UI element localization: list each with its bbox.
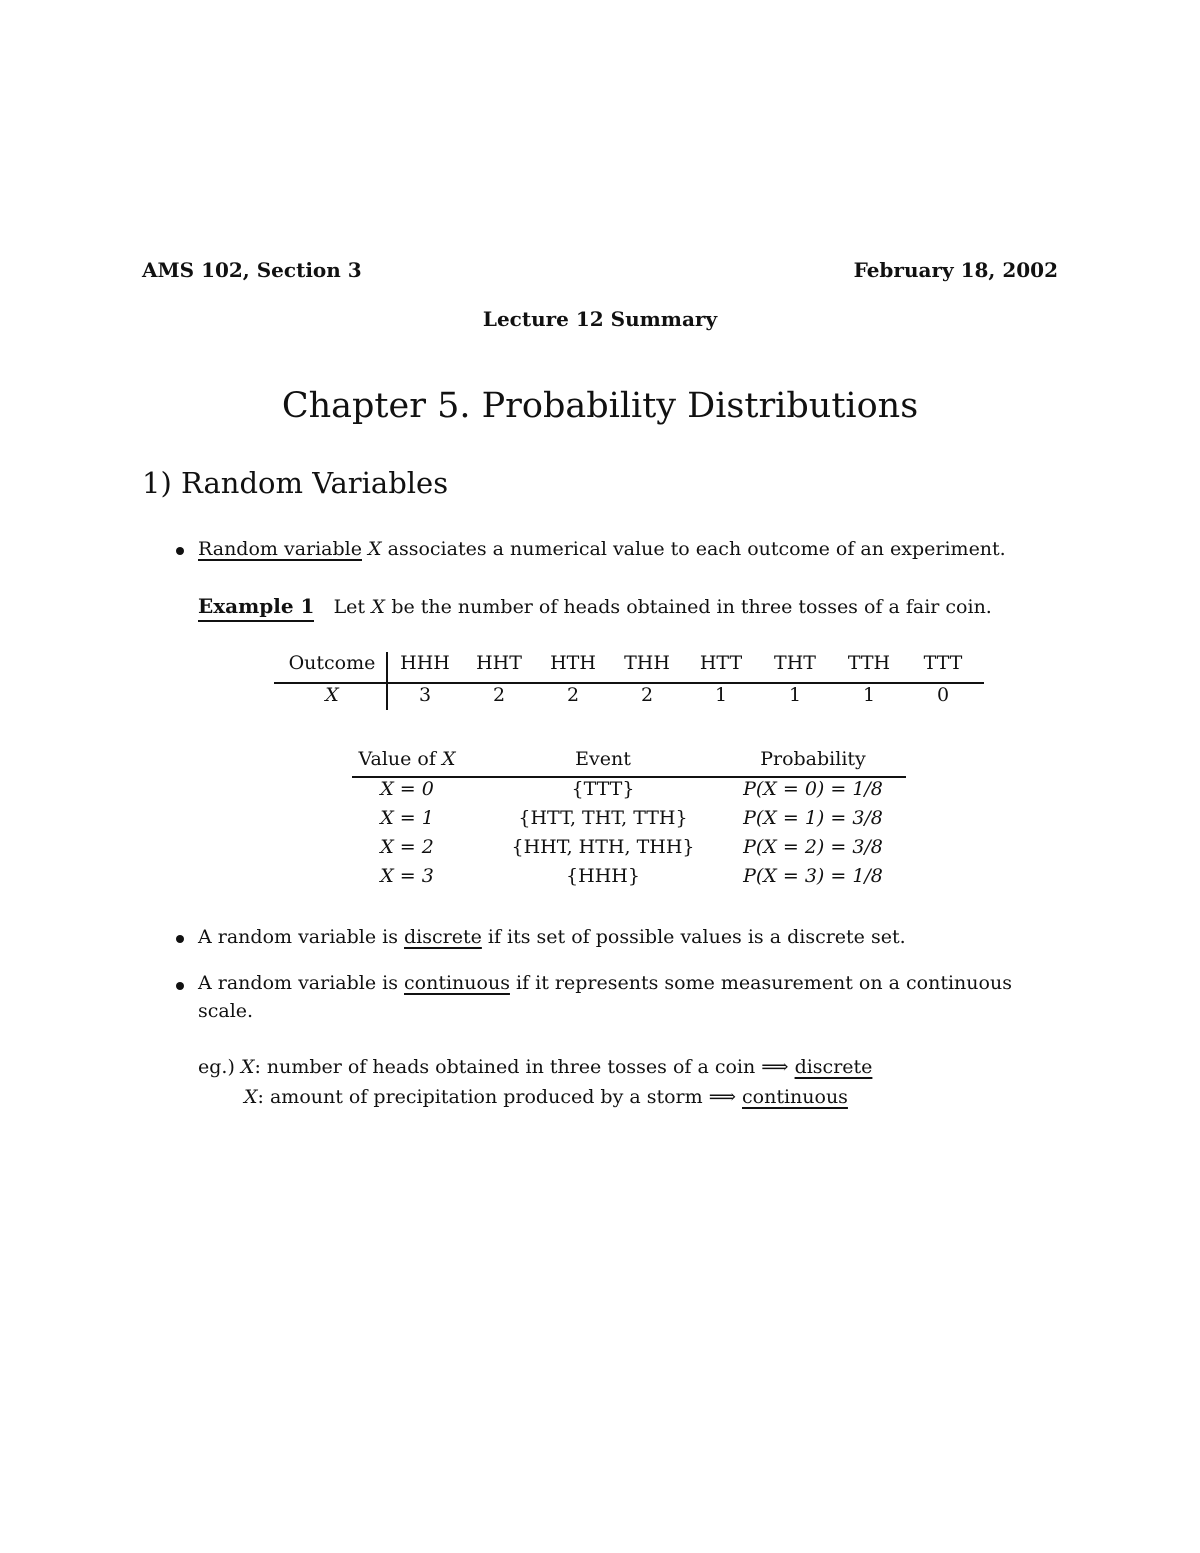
prob-value: X = 3 (380, 865, 434, 887)
prob-event: {TTT} (571, 778, 635, 800)
prob-value: X = 2 (380, 836, 434, 858)
value-cell: 2 (566, 684, 580, 706)
header-value-var: X (441, 748, 456, 770)
outcome-cell: HHH (400, 652, 450, 674)
header-event: Event (575, 748, 631, 770)
outcome-cell: TTT (923, 652, 963, 674)
prob-value: X = 0 (380, 778, 434, 800)
example-1 (198, 594, 992, 618)
bullet-text: A random variable is (198, 926, 398, 948)
outcome-cell: HTH (550, 652, 596, 674)
value-cell: 2 (492, 684, 506, 706)
example-text: be the number of heads obtained in three tosses of a fair coin. (391, 596, 992, 618)
outcome-cell: THH (624, 652, 670, 674)
prob-row (352, 807, 906, 835)
bullet-text: A random variable is (198, 972, 398, 994)
header-value-text: Value of (358, 748, 436, 770)
prob-row (352, 865, 906, 893)
outcome-cell: HHT (476, 652, 522, 674)
value-row (274, 684, 984, 712)
prob-event: {HTT, THT, TTH} (518, 807, 688, 829)
example-line-2 (244, 1086, 848, 1108)
date-heading: February 18, 2002 (853, 258, 1058, 282)
prob-prob: P(X = 3) = 1/8 (743, 865, 883, 887)
bullet-text: if it represents some measurement on a continuous (516, 972, 1012, 994)
eg-text: : amount of precipitation produced by a storm (257, 1086, 703, 1108)
eg-var: X (240, 1056, 255, 1078)
term-random-variable: Random variable (198, 538, 362, 560)
eg-term-discrete: discrete (794, 1056, 873, 1078)
value-cell: 0 (936, 684, 950, 706)
value-cell: 3 (418, 684, 432, 706)
example-var: X (371, 596, 385, 618)
example-pre: Let (333, 596, 366, 618)
bullet-random-variable (198, 538, 1006, 560)
example-line-1 (198, 1056, 872, 1078)
bullet-text: if its set of possible values is a discrete set. (487, 926, 906, 948)
bullet-dot-1 (176, 547, 184, 555)
value-cell: 1 (788, 684, 802, 706)
eg-var: X (244, 1086, 258, 1108)
term-continuous: continuous (404, 972, 510, 994)
bullet-dot-2 (176, 935, 184, 943)
bullet-continuous (198, 972, 1012, 994)
implies-arrow-icon: ⟹ (761, 1056, 789, 1078)
header-value (352, 748, 462, 770)
outcome-cell: TTH (847, 652, 891, 674)
header-probability: Probability (760, 748, 866, 770)
outcome-cell: THT (774, 652, 816, 674)
chapter-title: Chapter 5. Probability Distributions (281, 386, 919, 426)
prob-header-row (352, 748, 906, 776)
prob-value: X = 1 (380, 807, 434, 829)
implies-arrow-icon: ⟹ (708, 1086, 736, 1108)
bullet-text: associates a numerical value to each outcome of an experiment. (387, 538, 1006, 560)
example-label: Example 1 (198, 594, 314, 622)
prob-event: {HHT, HTH, THH} (511, 836, 695, 858)
bullet-discrete (198, 926, 906, 948)
value-cell: 1 (862, 684, 876, 706)
prob-row (352, 836, 906, 864)
course-heading: AMS 102, Section 3 (142, 258, 362, 282)
value-cell: 1 (714, 684, 728, 706)
prob-prob: P(X = 0) = 1/8 (743, 778, 883, 800)
bullet-continuous-cont: scale. (198, 1000, 254, 1022)
outcome-cell: HTT (699, 652, 743, 674)
eg-label: eg.) (198, 1056, 235, 1078)
outcome-label: Outcome (288, 652, 376, 674)
eg-term-continuous: continuous (742, 1086, 848, 1108)
outcome-row (274, 652, 984, 680)
eg-text: : number of heads obtained in three tosses of a coin (254, 1056, 756, 1078)
section-title: 1) Random Variables (142, 466, 449, 500)
lecture-title: Lecture 12 Summary (482, 307, 718, 331)
prob-prob: P(X = 1) = 3/8 (743, 807, 883, 829)
prob-prob: P(X = 2) = 3/8 (743, 836, 883, 858)
bullet-dot-3 (176, 982, 184, 990)
var-x: X (368, 538, 382, 560)
term-discrete: discrete (404, 926, 482, 948)
x-label: X (325, 684, 339, 706)
prob-row (352, 778, 906, 806)
prob-event: {HHH} (566, 865, 640, 887)
value-cell: 2 (640, 684, 654, 706)
